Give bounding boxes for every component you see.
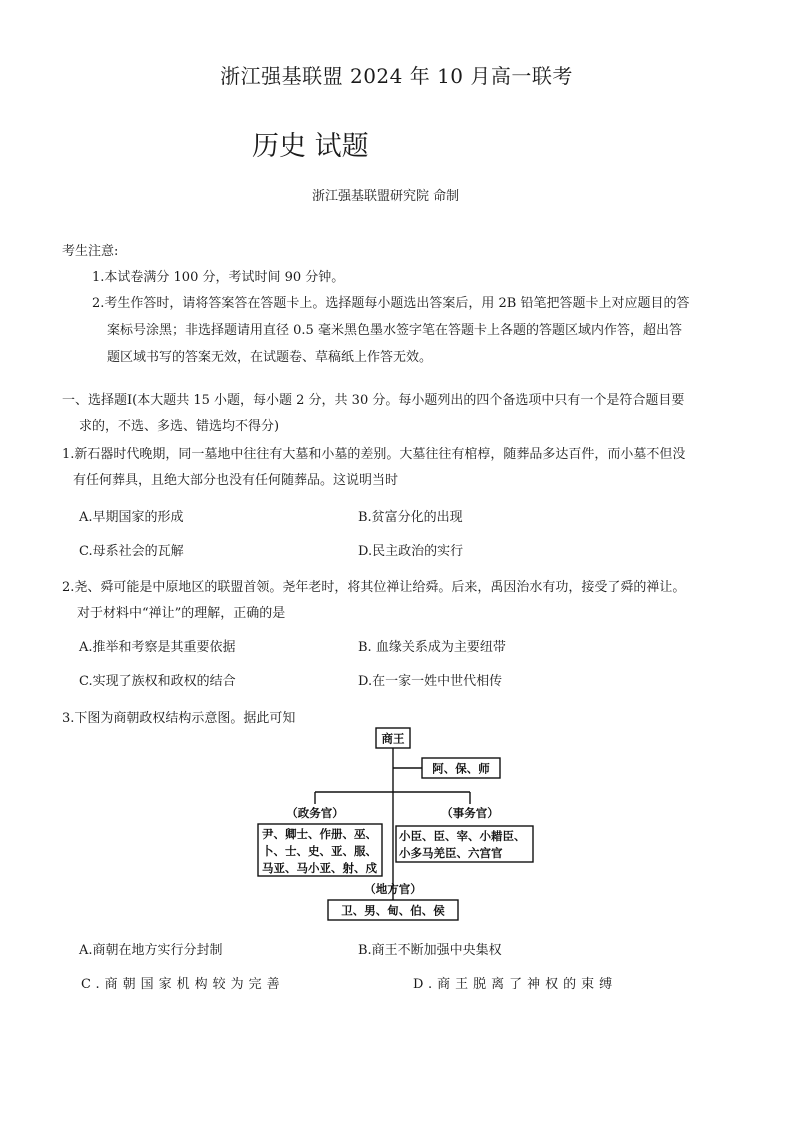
notice-item-2-line-1: 2.考生作答时，请将答案答在答题卡上。选择题每小题选出答案后，用 2B 铅笔把答题卡上对应题目的答 [92,296,690,311]
question-3-option-b: B.商王不断加强中央集权 [358,943,502,958]
subject-title: 历史 试题 [252,131,369,162]
question-2-option-d: D.在一家一姓中世代相传 [358,674,503,689]
admin-officials-line-2: 卜、士、史、亚、服、 [262,844,377,858]
question-1-option-c: C.母系社会的瓦解 [79,544,184,559]
question-1-option-b: B.贫富分化的出现 [358,510,463,525]
affairs-officials-line-1: 小臣、臣、宰、小耤臣、 [399,829,526,843]
section-heading-line-1: 一、选择题Ⅰ(本大题共 15 小题，每小题 2 分，共 30 分。每小题列出的四个备选项中只有一个是符合题目要 [62,393,685,408]
producer-line: 浙江强基联盟研究院 命制 [312,189,460,204]
question-3-option-d: D.商王脱离了神权的束缚 [413,977,618,992]
question-3-option-a: A.商朝在地方实行分封制 [79,943,223,958]
question-2-option-a: A.推举和考察是其重要依据 [79,640,236,655]
question-1-option-d: D.民主政治的实行 [358,544,464,559]
question-2-stem-line-2: 对于材料中“禅让”的理解，正确的是 [77,606,286,621]
question-1-option-a: A.早期国家的形成 [79,510,184,525]
notice-heading: 考生注意: [62,244,119,259]
notice-item-2-line-3: 题区域书写的答案无效，在试题卷、草稿纸上作答无效。 [107,350,433,365]
notice-item-1: 1.本试卷满分 100 分，考试时间 90 分钟。 [92,270,345,285]
local-officials-label: 卫、男、甸、伯、侯 [341,903,445,918]
question-2-option-c: C.实现了族权和政权的结合 [79,674,236,689]
king-label: 商王 [381,731,405,746]
question-1-stem-line-2: 有任何葬具，且绝大部分也没有任何随葬品。这说明当时 [73,473,399,488]
admin-officials-line-1: 尹、卿士、作册、巫、 [262,827,377,841]
question-2-option-b: B. 血缘关系成为主要纽带 [358,640,506,655]
affairs-officials-heading: （事务官） [441,806,499,820]
notice-item-2-line-2: 案标号涂黑；非选择题请用直径 0.5 毫米黑色墨水签字笔在答题卡上各题的答题区域内作答，超出答 [107,323,682,338]
admin-officials-heading: （政务官） [286,806,344,820]
local-officials-heading: （地方官） [364,882,422,896]
exam-header-title: 浙江强基联盟 2024 年 10 月高一联考 [220,64,573,88]
affairs-officials-line-2: 小多马羌臣、六宫官 [399,846,503,860]
admin-officials-line-3: 马亚、马小亚、射、戍 [262,861,377,875]
section-heading-line-2: 求的，不选、多选、错选均不得分) [79,419,280,434]
question-2-stem-line-1: 2.尧、舜可能是中原地区的联盟首领。尧年老时，将其位禅让给舜。后来，禹因治水有功，接受了舜的禅让。 [62,580,686,595]
question-3-option-c: C.商朝国家机构较为完善 [81,977,285,992]
shang-government-diagram [250,724,540,924]
advisors-label: 阿、保、师 [432,761,490,776]
question-3-stem: 3.下图为商朝政权结构示意图。据此可知 [62,711,296,726]
question-1-stem-line-1: 1.新石器时代晚期，同一墓地中往往有大墓和小墓的差别。大墓往往有棺椁，随葬品多达百件，而小墓不但没 [62,447,686,462]
